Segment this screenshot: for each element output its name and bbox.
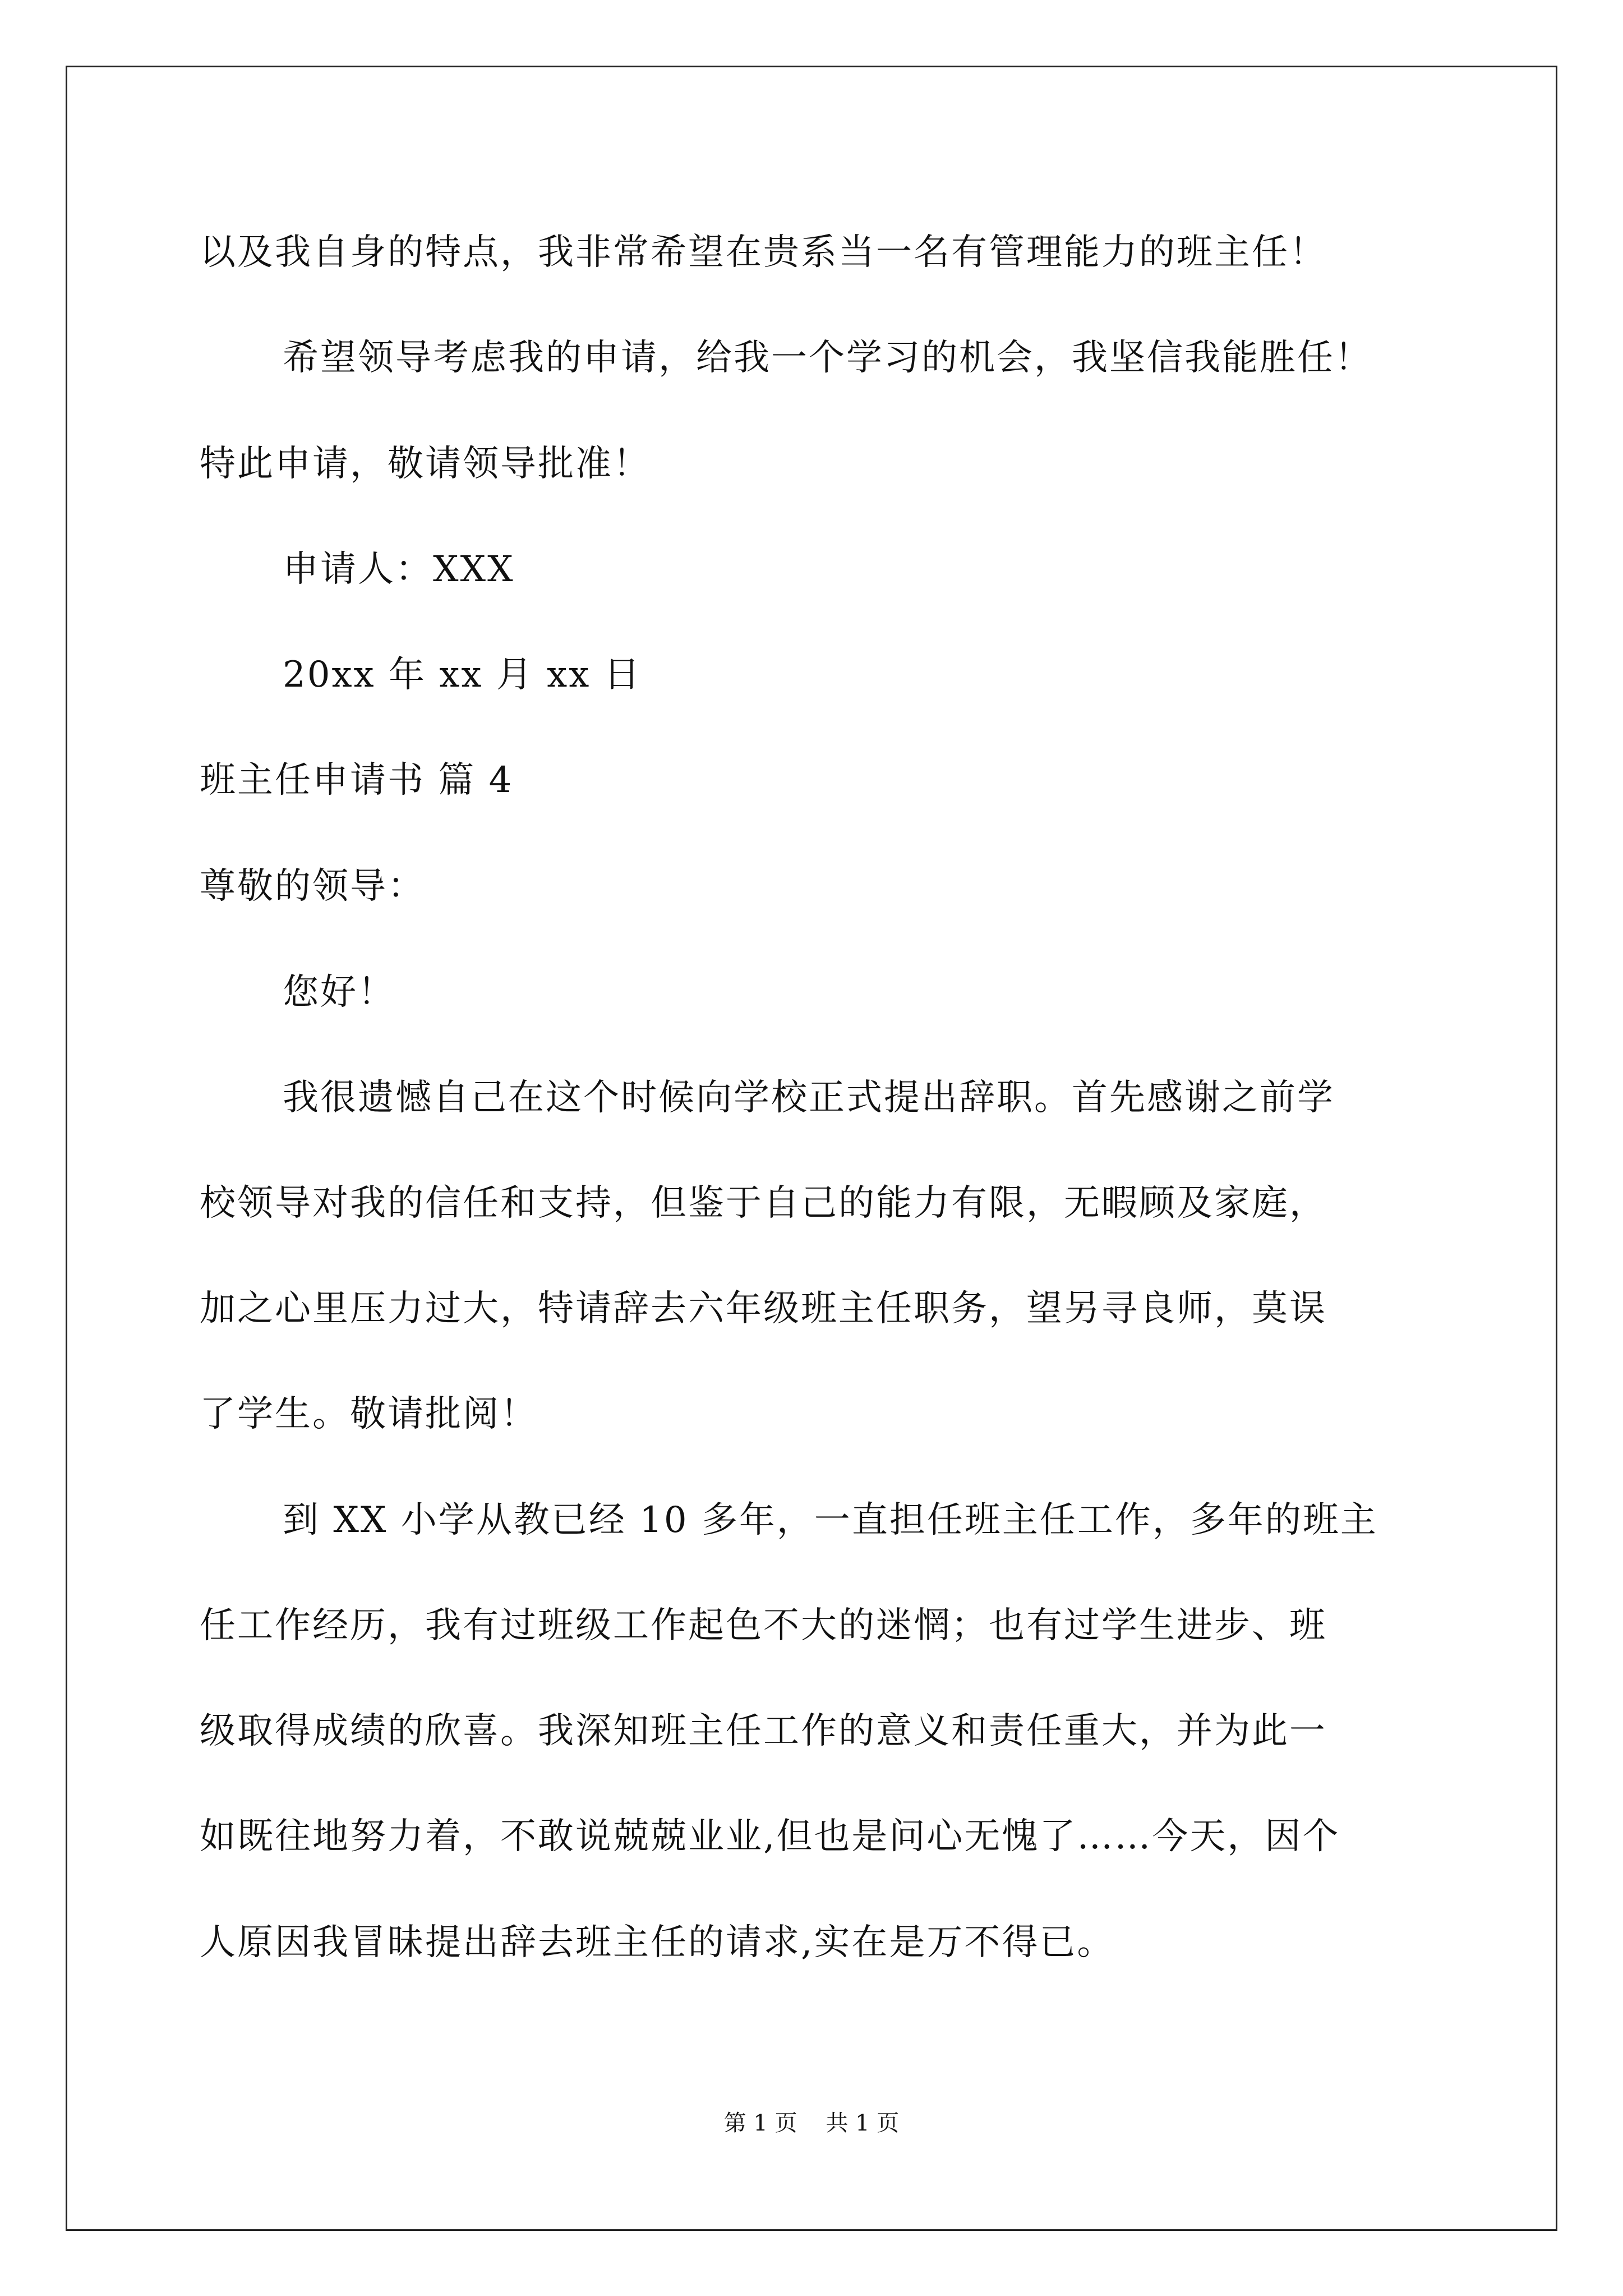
text-line: 我很遗憾自己在这个时候向学校正式提出辞职。首先感谢之前学 — [283, 1077, 1335, 1119]
page-border — [66, 66, 1557, 2231]
text-line: 加之心里压力过大，特请辞去六年级班主任职务，望另寻良师，莫误 — [200, 1288, 1327, 1329]
text-line: 特此申请，敬请领导批准！ — [200, 443, 651, 485]
applicant-line: 申请人：XXX — [283, 549, 515, 590]
page-footer: 第 1 页 共 1 页 — [723, 2110, 900, 2136]
text-line: 以及我自身的特点，我非常希望在贵系当一名有管理能力的班主任！ — [200, 232, 1327, 273]
text-line: 希望领导考虑我的申请，给我一个学习的机会，我坚信我能胜任！ — [283, 337, 1372, 379]
salutation: 尊敬的领导： — [200, 866, 425, 907]
text-line: 了学生。敬请批阅！ — [200, 1393, 538, 1435]
text-line: 校领导对我的信任和支持，但鉴于自己的能力有限，无暇顾及家庭， — [200, 1182, 1327, 1224]
text-line: 到 XX 小学从教已经 10 多年，一直担任班主任工作，多年的班主 — [283, 1499, 1378, 1541]
section-title: 班主任申请书 篇 4 — [200, 760, 514, 801]
text-line: 任工作经历，我有过班级工作起色不大的迷惘；也有过学生进步、班 — [200, 1605, 1327, 1646]
date-line: 20xx 年 xx 月 xx 日 — [283, 654, 642, 696]
greeting: 您好！ — [283, 972, 395, 1013]
text-line: 如既往地努力着，不敢说兢兢业业,但也是问心无愧了……今天，因个 — [200, 1816, 1340, 1857]
text-line: 级取得成绩的欣喜。我深知班主任工作的意义和责任重大，并为此一 — [200, 1710, 1327, 1752]
text-line: 人原因我冒昧提出辞去班主任的请求,实在是万不得已。 — [200, 1922, 1115, 1963]
